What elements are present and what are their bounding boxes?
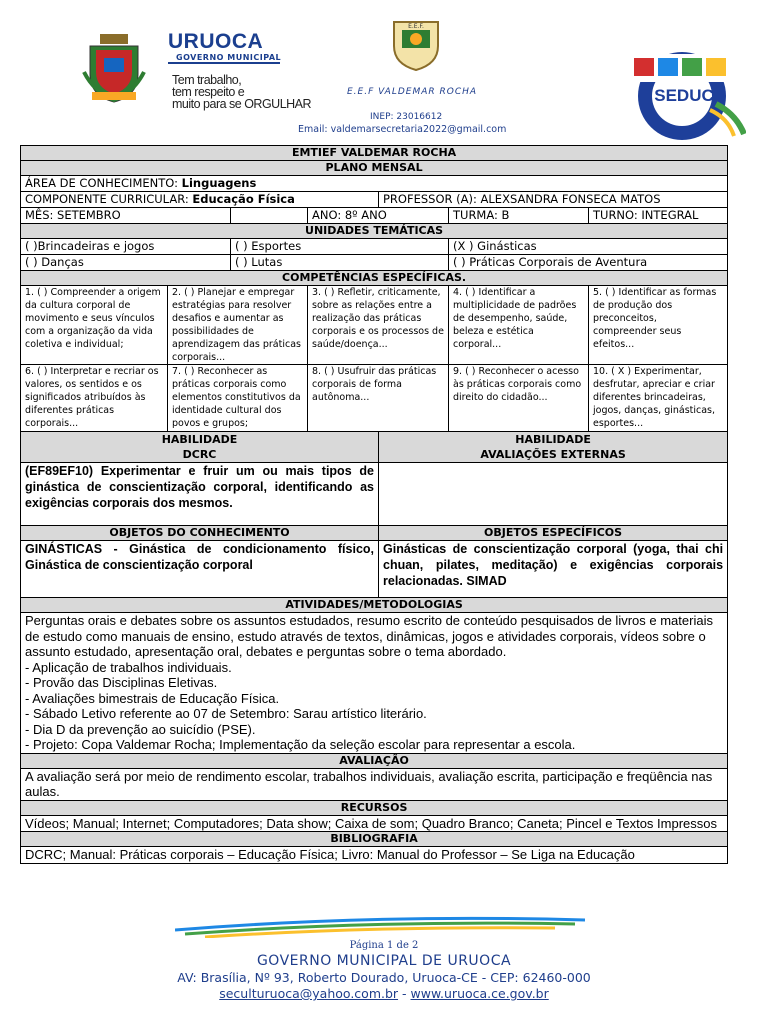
seal-text: E.E.F. — [408, 23, 424, 30]
competency-item: 10. ( X ) Experimentar, desfrutar, apreciar e criar diferentes brincadeiras, jogos, danças, ginásticas, esportes... — [589, 365, 728, 432]
footer-contact — [0, 986, 768, 1001]
competency-item: 2. ( ) Planejar e empregar estratégias para resolver desafios e aumentar as possibilidades de aprendizagem das práticas corporais... — [168, 286, 308, 365]
knowledge-objects-header: OBJETOS DO CONHECIMENTO — [21, 526, 379, 541]
activities-intro: Perguntas orais e debates sobre os assuntos estudados, resumo escrito de conteúdo pesquisados de livros e materiais de estudo como manuais de ensino, estudo através de textos, dinâmicas, jogos e atividades corporais, vídeos sobre o assunto estudado, apresentação oral, debates e perguntas sobre o tema abordado. — [25, 613, 713, 659]
slogan-line: Tem trabalho, — [172, 73, 242, 87]
resources-text: Vídeos; Manual; Internet; Computadores; Data show; Caixa de som; Quadro Branco; Caneta; Pincel e Textos Impressos — [21, 815, 728, 832]
page-number: Página 1 de 2 — [349, 940, 419, 951]
skill-dcrc-header-line: DCRC — [182, 448, 217, 461]
activities-header: ATIVIDADES/METODOLOGIAS — [21, 598, 728, 613]
competencies-header: COMPETÊNCIAS ESPECÍFICAS. — [21, 271, 728, 286]
school-year: ANO: 8º ANO — [312, 208, 387, 222]
specific-objects-text: Ginásticas de conscientização corporal (yoga, thai chi chuan, pilates, meditação) e exigências corporais relacionadas. SIMAD — [379, 541, 728, 598]
skill-external-header-line: AVALIAÇÕES EXTERNAS — [480, 448, 626, 461]
competency-item: 9. ( ) Reconhecer o acesso às práticas corporais como direito do cidadão... — [449, 365, 589, 432]
school-seal-icon — [388, 16, 444, 72]
area-label: ÁREA DE CONHECIMENTO: — [25, 176, 182, 190]
units-header: UNIDADES TEMÁTICAS — [21, 224, 728, 239]
competency-item: 6. ( ) Interpretar e recriar os valores, os sentidos e os significados atribuídos às diferentes práticas corporais... — [21, 365, 168, 432]
class-group: TURMA: B — [453, 208, 510, 222]
slogan-line: muito para se ORGULHAR — [172, 97, 312, 111]
unit-option: ( )Brincadeiras e jogos — [21, 239, 231, 255]
skill-dcrc-text: (EF89EF10) Experimentar e fruir um ou mais tipos de ginástica de conscientização corporal, identificando as exigências corporais dos mesmos. — [21, 463, 379, 526]
page-header — [0, 0, 768, 145]
skill-external-text — [379, 463, 728, 526]
evaluation-text: A avaliação será por meio de rendimento escolar, trabalhos individuais, avaliação escrita, participação e freqüência nas aulas. — [21, 768, 728, 800]
component-value: Educação Física — [192, 192, 295, 206]
month-spacer — [231, 208, 308, 224]
footer-email-link[interactable]: seculturuoca@yahoo.com.br — [219, 986, 399, 1001]
activity-item: - Provão das Disciplinas Eletivas. — [25, 675, 218, 690]
competency-item: 4. ( ) Identificar a multiplicidade de padrões de desempenho, saúde, beleza e estética corporal... — [449, 286, 589, 365]
component-label: COMPONENTE CURRICULAR: — [25, 192, 193, 206]
footer-separator: - — [398, 986, 411, 1001]
plan-title: PLANO MENSAL — [21, 161, 728, 176]
month: MÊS: SETEMBRO — [25, 208, 121, 222]
title-underline — [168, 62, 280, 64]
competency-item: 3. ( ) Refletir, criticamente, sobre as relações entre a realização das práticas corporais e os processos de saúde/doença... — [308, 286, 449, 365]
curricular-component — [21, 192, 379, 208]
unit-option: ( ) Lutas — [231, 255, 449, 271]
inep-code: INEP: 23016612 — [370, 112, 443, 122]
month-cell — [21, 208, 231, 224]
footer-government: GOVERNO MUNICIPAL DE URUOCA — [256, 953, 512, 969]
activity-item: - Projeto: Copa Valdemar Rocha; Implementação da seleção escolar para representar a escola. — [25, 737, 576, 752]
competency-item: 5. ( ) Identificar as formas de produção dos preconceitos, compreender seus efeitos... — [589, 286, 728, 365]
specific-objects-header: OBJETOS ESPECÍFICOS — [379, 526, 728, 541]
skill-dcrc-header — [21, 432, 379, 463]
unit-option: ( ) Esportes — [231, 239, 449, 255]
knowledge-objects-text: GINÁSTICAS - Ginástica de condicionamento físico, Ginástica de conscientização corporal — [21, 541, 379, 598]
school-shift: TURNO: INTEGRAL — [593, 208, 699, 222]
competency-item: 1. ( ) Compreender a origem da cultura corporal de movimento e seus vínculos com a organização da vida coletiva e individual; — [21, 286, 168, 365]
shift-cell — [589, 208, 728, 224]
school-row: EMTIEF VALDEMAR ROCHA — [21, 146, 728, 161]
area-value: Linguagens — [181, 176, 257, 190]
year-cell — [308, 208, 449, 224]
municipal-coat-of-arms-icon — [82, 32, 146, 104]
competency-item: 8. ( ) Usufruir das práticas corporais de forma autônoma... — [308, 365, 449, 432]
evaluation-header: AVALIAÇÃO — [21, 753, 728, 768]
class-cell — [449, 208, 589, 224]
footer-swoosh-icon — [175, 912, 585, 938]
activity-item: - Avaliações bimestrais de Educação Física. — [25, 690, 280, 706]
municipality-name: URUOCA — [168, 30, 264, 53]
seduc-logo-icon — [620, 44, 746, 140]
school-name: E.E.F VALDEMAR ROCHA — [347, 87, 478, 97]
school-email: Email: valdemarsecretaria2022@gmail.com — [298, 124, 507, 135]
municipality-subtitle: GOVERNO MUNICIPAL — [176, 53, 282, 62]
resources-header: RECURSOS — [21, 800, 728, 815]
unit-option: (X ) Ginásticas — [449, 239, 728, 255]
skill-external-header — [379, 432, 728, 463]
activity-item: - Dia D da prevenção ao suicídio (PSE). — [25, 721, 256, 737]
plan-table — [20, 145, 728, 864]
slogan — [172, 74, 311, 110]
competency-item: 7. ( ) Reconhecer as práticas corporais como elementos constitutivos da identidade cultural dos povos e grupos; — [168, 365, 308, 432]
bibliography-text: DCRC; Manual: Práticas corporais – Educação Física; Livro: Manual do Professor – Se Liga na Educação — [21, 847, 728, 864]
skill-external-header-line: HABILIDADE — [515, 433, 591, 446]
knowledge-area — [21, 176, 728, 192]
slogan-line: tem respeito e — [172, 85, 245, 99]
teacher-name: PROFESSOR (A): ALEXSANDRA FONSECA MATOS — [379, 192, 728, 208]
bibliography-header: BIBLIOGRAFIA — [21, 832, 728, 847]
skill-dcrc-header-line: HABILIDADE — [161, 433, 238, 446]
activity-item: - Aplicação de trabalhos individuais. — [25, 659, 232, 675]
unit-option: ( ) Práticas Corporais de Aventura — [449, 255, 728, 271]
activities-text — [21, 613, 728, 754]
footer-address: AV: Brasília, Nº 93, Roberto Dourado, Uruoca-CE - CEP: 62460-000 — [177, 970, 591, 985]
seduc-text: SEDUC — [654, 86, 714, 105]
unit-option: ( ) Danças — [21, 255, 231, 271]
footer-website-link[interactable]: www.uruoca.ce.gov.br — [410, 986, 549, 1001]
activity-item: - Sábado Letivo referente ao 07 de Setembro: Sarau artístico literário. — [25, 706, 427, 721]
